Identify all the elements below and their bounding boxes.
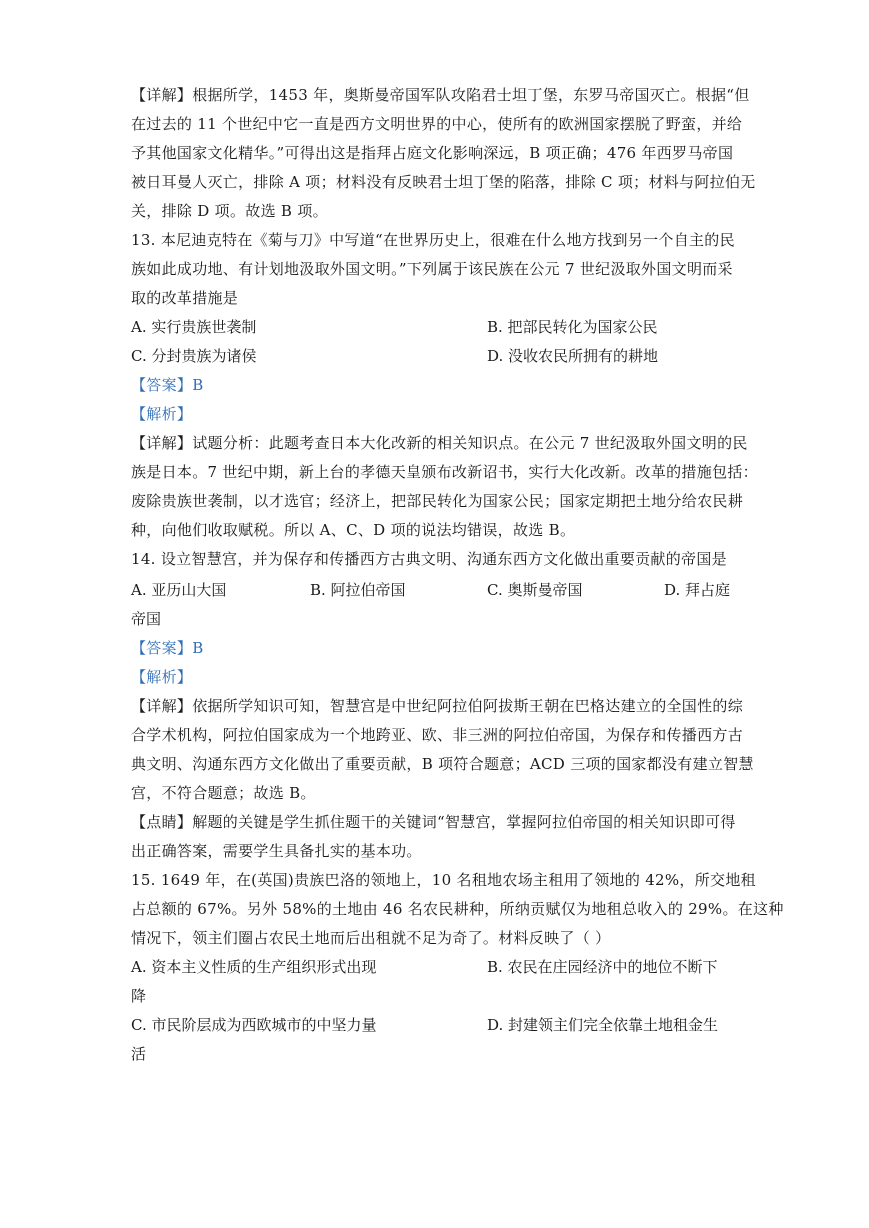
q14-option-d: D. 拜占庭 bbox=[664, 581, 731, 599]
q13-option-c: C. 分封贵族为诸侯 bbox=[131, 347, 257, 365]
q13-analysis-label: 【解析】 bbox=[131, 405, 193, 423]
q14-option-c: C. 奥斯曼帝国 bbox=[487, 581, 583, 599]
q15-stem-2: 占总额的 67%。另外 58%的土地由 46 名农民耕种，所纳贡赋仅为地租总收入的 29%。在这种 bbox=[131, 900, 784, 918]
q13-detail-4: 种，向他们收取赋税。所以 A、C、D 项的说法均错误，故选 B。 bbox=[131, 521, 576, 539]
q13-option-a: A. 实行贵族世袭制 bbox=[131, 318, 257, 336]
q13-detail-2: 族是日本。7 世纪中期，新上台的孝德天皇颁布改新诏书，实行大化改新。改革的措施包括： bbox=[131, 463, 758, 481]
q15-option-d-continued: 活 bbox=[131, 1045, 147, 1063]
q13-answer: 【答案】B bbox=[131, 376, 204, 394]
q14-stem: 14. 设立智慧宫，并为保存和传播西方古典文明、沟通东西方文化做出重要贡献的帝国是 bbox=[131, 550, 727, 568]
intro-line-4: 被日耳曼人灭亡，排除 A 项；材料没有反映君士坦丁堡的陷落，排除 C 项；材料与阿拉伯无 bbox=[131, 173, 756, 191]
q15-option-d: D. 封建领主们完全依靠土地租金生 bbox=[487, 1016, 719, 1034]
q13-stem-2: 族如此成功地、有计划地汲取外国文明。”下列属于该民族在公元 7 世纪汲取外国文明而采 bbox=[131, 260, 733, 278]
q14-analysis-label: 【解析】 bbox=[131, 668, 193, 686]
q14-tip-2: 出正确答案，需要学生具备扎实的基本功。 bbox=[131, 842, 422, 860]
q14-detail-2: 合学术机构，阿拉伯国家成为一个地跨亚、欧、非三洲的阿拉伯帝国，为保存和传播西方古 bbox=[131, 726, 744, 744]
q14-answer: 【答案】B bbox=[131, 639, 204, 657]
q13-option-d: D. 没收农民所拥有的耕地 bbox=[487, 347, 659, 365]
q14-tip-1: 【点睛】解题的关键是学生抓住题干的关键词“智慧宫，掌握阿拉伯帝国的相关知识即可得 bbox=[131, 813, 736, 831]
q14-option-b: B. 阿拉伯帝国 bbox=[310, 581, 406, 599]
q15-option-b: B. 农民在庄园经济中的地位不断下 bbox=[487, 958, 718, 976]
q13-detail-1: 【详解】试题分析：此题考查日本大化改新的相关知识点。在公元 7 世纪汲取外国文明的民 bbox=[131, 434, 748, 452]
q14-detail-1: 【详解】依据所学知识可知，智慧宫是中世纪阿拉伯阿拔斯王朝在巴格达建立的全国性的综 bbox=[131, 697, 744, 715]
q13-stem-3: 取的改革措施是 bbox=[131, 289, 239, 307]
q14-detail-4: 宫，不符合题意；故选 B。 bbox=[131, 784, 316, 802]
q13-option-b: B. 把部民转化为国家公民 bbox=[487, 318, 658, 336]
q14-detail-3: 典文明、沟通东西方文化做出了重要贡献，B 项符合题意；ACD 三项的国家都没有建立智慧 bbox=[131, 755, 754, 773]
q15-stem-1: 15. 1649 年，在(英国)贵族巴洛的领地上，10 名租地农场主租用了领地的 42%，所交地租 bbox=[131, 871, 756, 889]
q15-option-b-continued: 降 bbox=[131, 987, 147, 1005]
intro-line-1: 【详解】根据所学，1453 年，奥斯曼帝国军队攻陷君士坦丁堡，东罗马帝国灭亡。根据“但 bbox=[131, 86, 750, 104]
intro-line-3: 予其他国家文化精华。”可得出这是指拜占庭文化影响深远，B 项正确；476 年西罗马帝国 bbox=[131, 144, 734, 162]
q15-stem-3: 情况下，领主们圈占农民土地而后出租就不足为奇了。材料反映了（ ） bbox=[131, 929, 611, 947]
q15-option-a: A. 资本主义性质的生产组织形式出现 bbox=[131, 958, 377, 976]
q14-option-a: A. 亚历山大国 bbox=[131, 581, 227, 599]
q13-stem-1: 13. 本尼迪克特在《菊与刀》中写道“在世界历史上，很难在什么地方找到另一个自主的民 bbox=[131, 231, 735, 249]
intro-line-2: 在过去的 11 个世纪中它一直是西方文明世界的中心，使所有的欧洲国家摆脱了野蛮，并给 bbox=[131, 115, 743, 133]
q13-detail-3: 废除贵族世袭制，以才选官；经济上，把部民转化为国家公民；国家定期把土地分给农民耕 bbox=[131, 492, 744, 510]
q15-option-c: C. 市民阶层成为西欧城市的中坚力量 bbox=[131, 1016, 377, 1034]
q14-option-d-continued: 帝国 bbox=[131, 610, 162, 628]
intro-line-5: 关，排除 D 项。故选 B 项。 bbox=[131, 202, 328, 220]
